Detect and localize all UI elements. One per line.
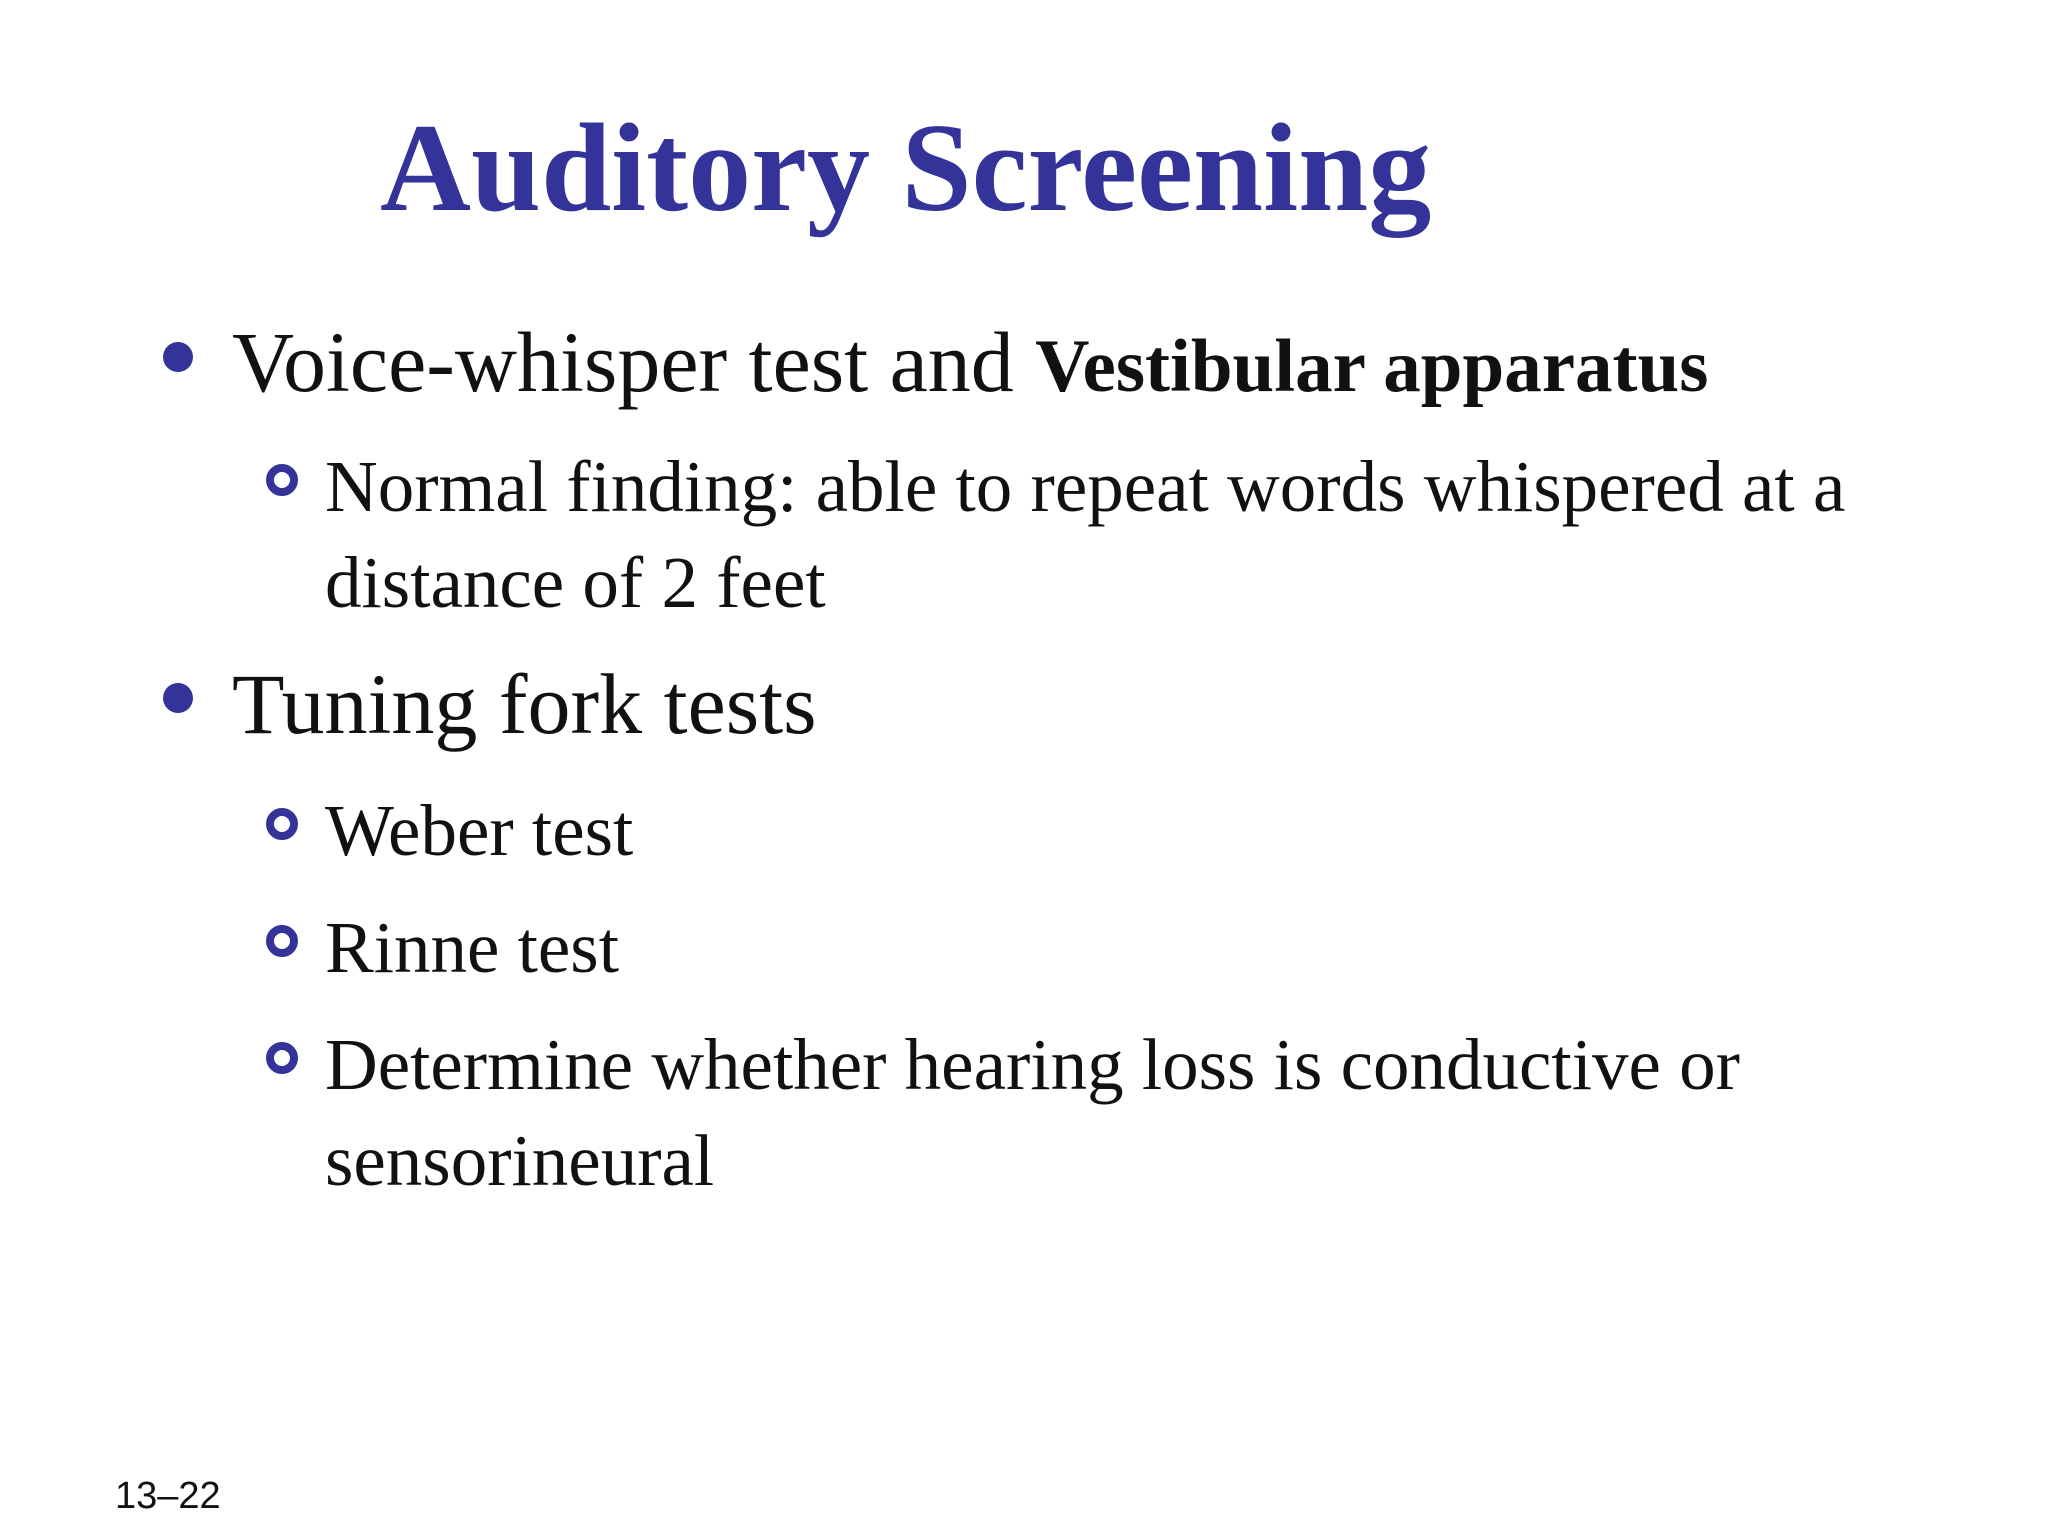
bullet-item: Tuning fork tests	[232, 656, 817, 752]
sub-bullet-item: Rinne test	[325, 907, 619, 988]
sub-bullet-ring-icon	[266, 1042, 298, 1074]
sub-bullet-ring-icon	[266, 925, 298, 957]
bullet-dot-icon	[163, 342, 193, 372]
sub-bullet-ring-icon	[266, 464, 298, 496]
sub-bullet-item: Determine whether hearing loss is conductive or sensorineural	[325, 1024, 1740, 1201]
bullet-text: Voice-whisper test and	[232, 314, 1036, 410]
slide-number: 13–22	[115, 1475, 221, 1517]
bullet-bold-text: Vestibular apparatus	[1035, 325, 1709, 408]
sub-bullet-item: Weber test	[325, 790, 634, 871]
bullet-item	[232, 315, 1708, 410]
sub-bullet-item: Normal finding: able to repeat words whispered at a distance of 2 feet	[325, 446, 1846, 623]
bullet-dot-icon	[163, 683, 193, 713]
slide-title: Auditory Screening	[380, 99, 1432, 238]
sub-bullet-ring-icon	[266, 808, 298, 840]
